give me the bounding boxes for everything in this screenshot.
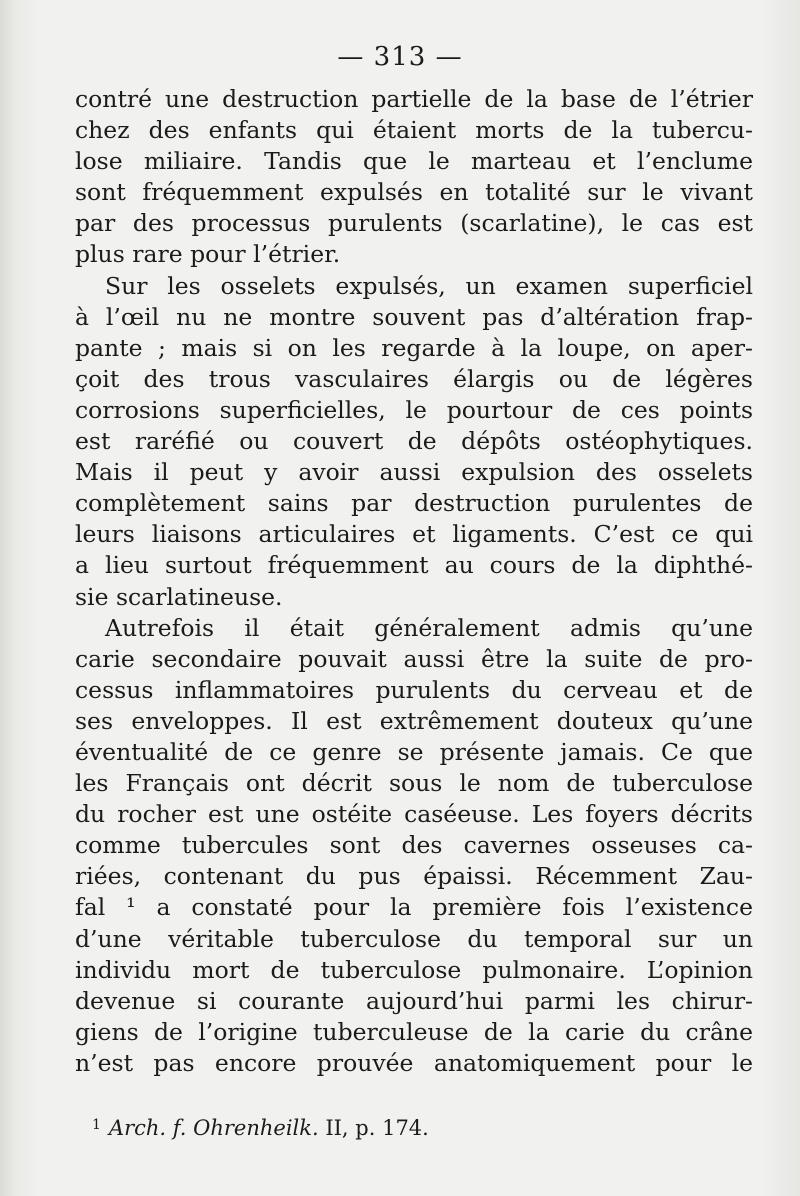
text-line: riées, contenant du pus épaissi. Récemment Zau- <box>75 862 753 891</box>
text-line: cessus inflammatoires purulents du cerveau et de <box>75 675 753 704</box>
text-line: pante ; mais si on les regarde à la loupe, on aper- <box>75 333 753 362</box>
text-line: complètement sains par destruction purulentes de <box>75 489 753 518</box>
text-line: sie scarlatineuse. <box>75 582 283 611</box>
footnote-mark: 1 <box>92 1117 101 1133</box>
text-line: ses enveloppes. Il est extrêmement douteux qu’une <box>75 706 753 735</box>
text-line: lose miliaire. Tandis que le marteau et l’enclume <box>75 147 753 176</box>
text-line: corrosions superficielles, le pourtour de ces points <box>75 395 753 424</box>
text-line: plus rare pour l’étrier. <box>75 240 341 269</box>
text-line: giens de l’origine tuberculeuse de la carie du crâne <box>75 1017 753 1046</box>
text-line: chez des enfants qui étaient morts de la tubercu- <box>75 116 753 145</box>
text-line: est raréfié ou couvert de dépôts ostéophytiques. <box>75 427 753 456</box>
page-number: — 313 — <box>337 42 463 72</box>
text-line: individu mort de tuberculose pulmonaire. L’opinion <box>75 955 753 984</box>
text-line: leurs liaisons articulaires et ligaments. C’est ce qui <box>75 520 753 549</box>
text-line: sont fréquemment expulsés en totalité sur le vivant <box>75 178 753 207</box>
text-line: n’est pas encore prouvée anatomiquement pour le <box>75 1048 753 1077</box>
text-line: éventualité de ce genre se présente jamais. Ce que <box>75 737 753 766</box>
footnote-journal: Arch. f. Ohrenheilk. <box>108 1116 319 1140</box>
footnote <box>92 1116 429 1140</box>
text-line: a lieu surtout fréquemment au cours de la diphthé- <box>75 551 753 580</box>
text-line: du rocher est une ostéite caséeuse. Les foyers décrits <box>75 800 753 829</box>
body-text <box>75 84 753 1079</box>
text-line: les Français ont décrit sous le nom de tuberculose <box>75 769 753 798</box>
text-line: Sur les osselets expulsés, un examen superficiel <box>105 271 753 300</box>
text-line: par des processus purulents (scarlatine), le cas est <box>75 209 753 238</box>
text-line: devenue si courante aujourd’hui parmi les chirur- <box>75 986 753 1015</box>
text-line: Mais il peut y avoir aussi expulsion des osselets <box>75 458 753 487</box>
text-line: fal ¹ a constaté pour la première fois l’existence <box>75 893 753 922</box>
text-line: comme tubercules sont des cavernes osseuses ca- <box>75 831 753 860</box>
footnote-reference: II, p. 174. <box>325 1116 429 1140</box>
text-line: Autrefois il était généralement admis qu’une <box>105 613 753 642</box>
text-line: contré une destruction partielle de la base de l’étrier <box>75 85 753 113</box>
text-line: à l’œil nu ne montre souvent pas d’altération frap- <box>75 302 753 331</box>
text-line: d’une véritable tuberculose du temporal sur un <box>75 924 753 953</box>
text-line: carie secondaire pouvait aussi être la suite de pro- <box>75 644 753 673</box>
text-line: çoit des trous vasculaires élargis ou de légères <box>75 364 753 393</box>
